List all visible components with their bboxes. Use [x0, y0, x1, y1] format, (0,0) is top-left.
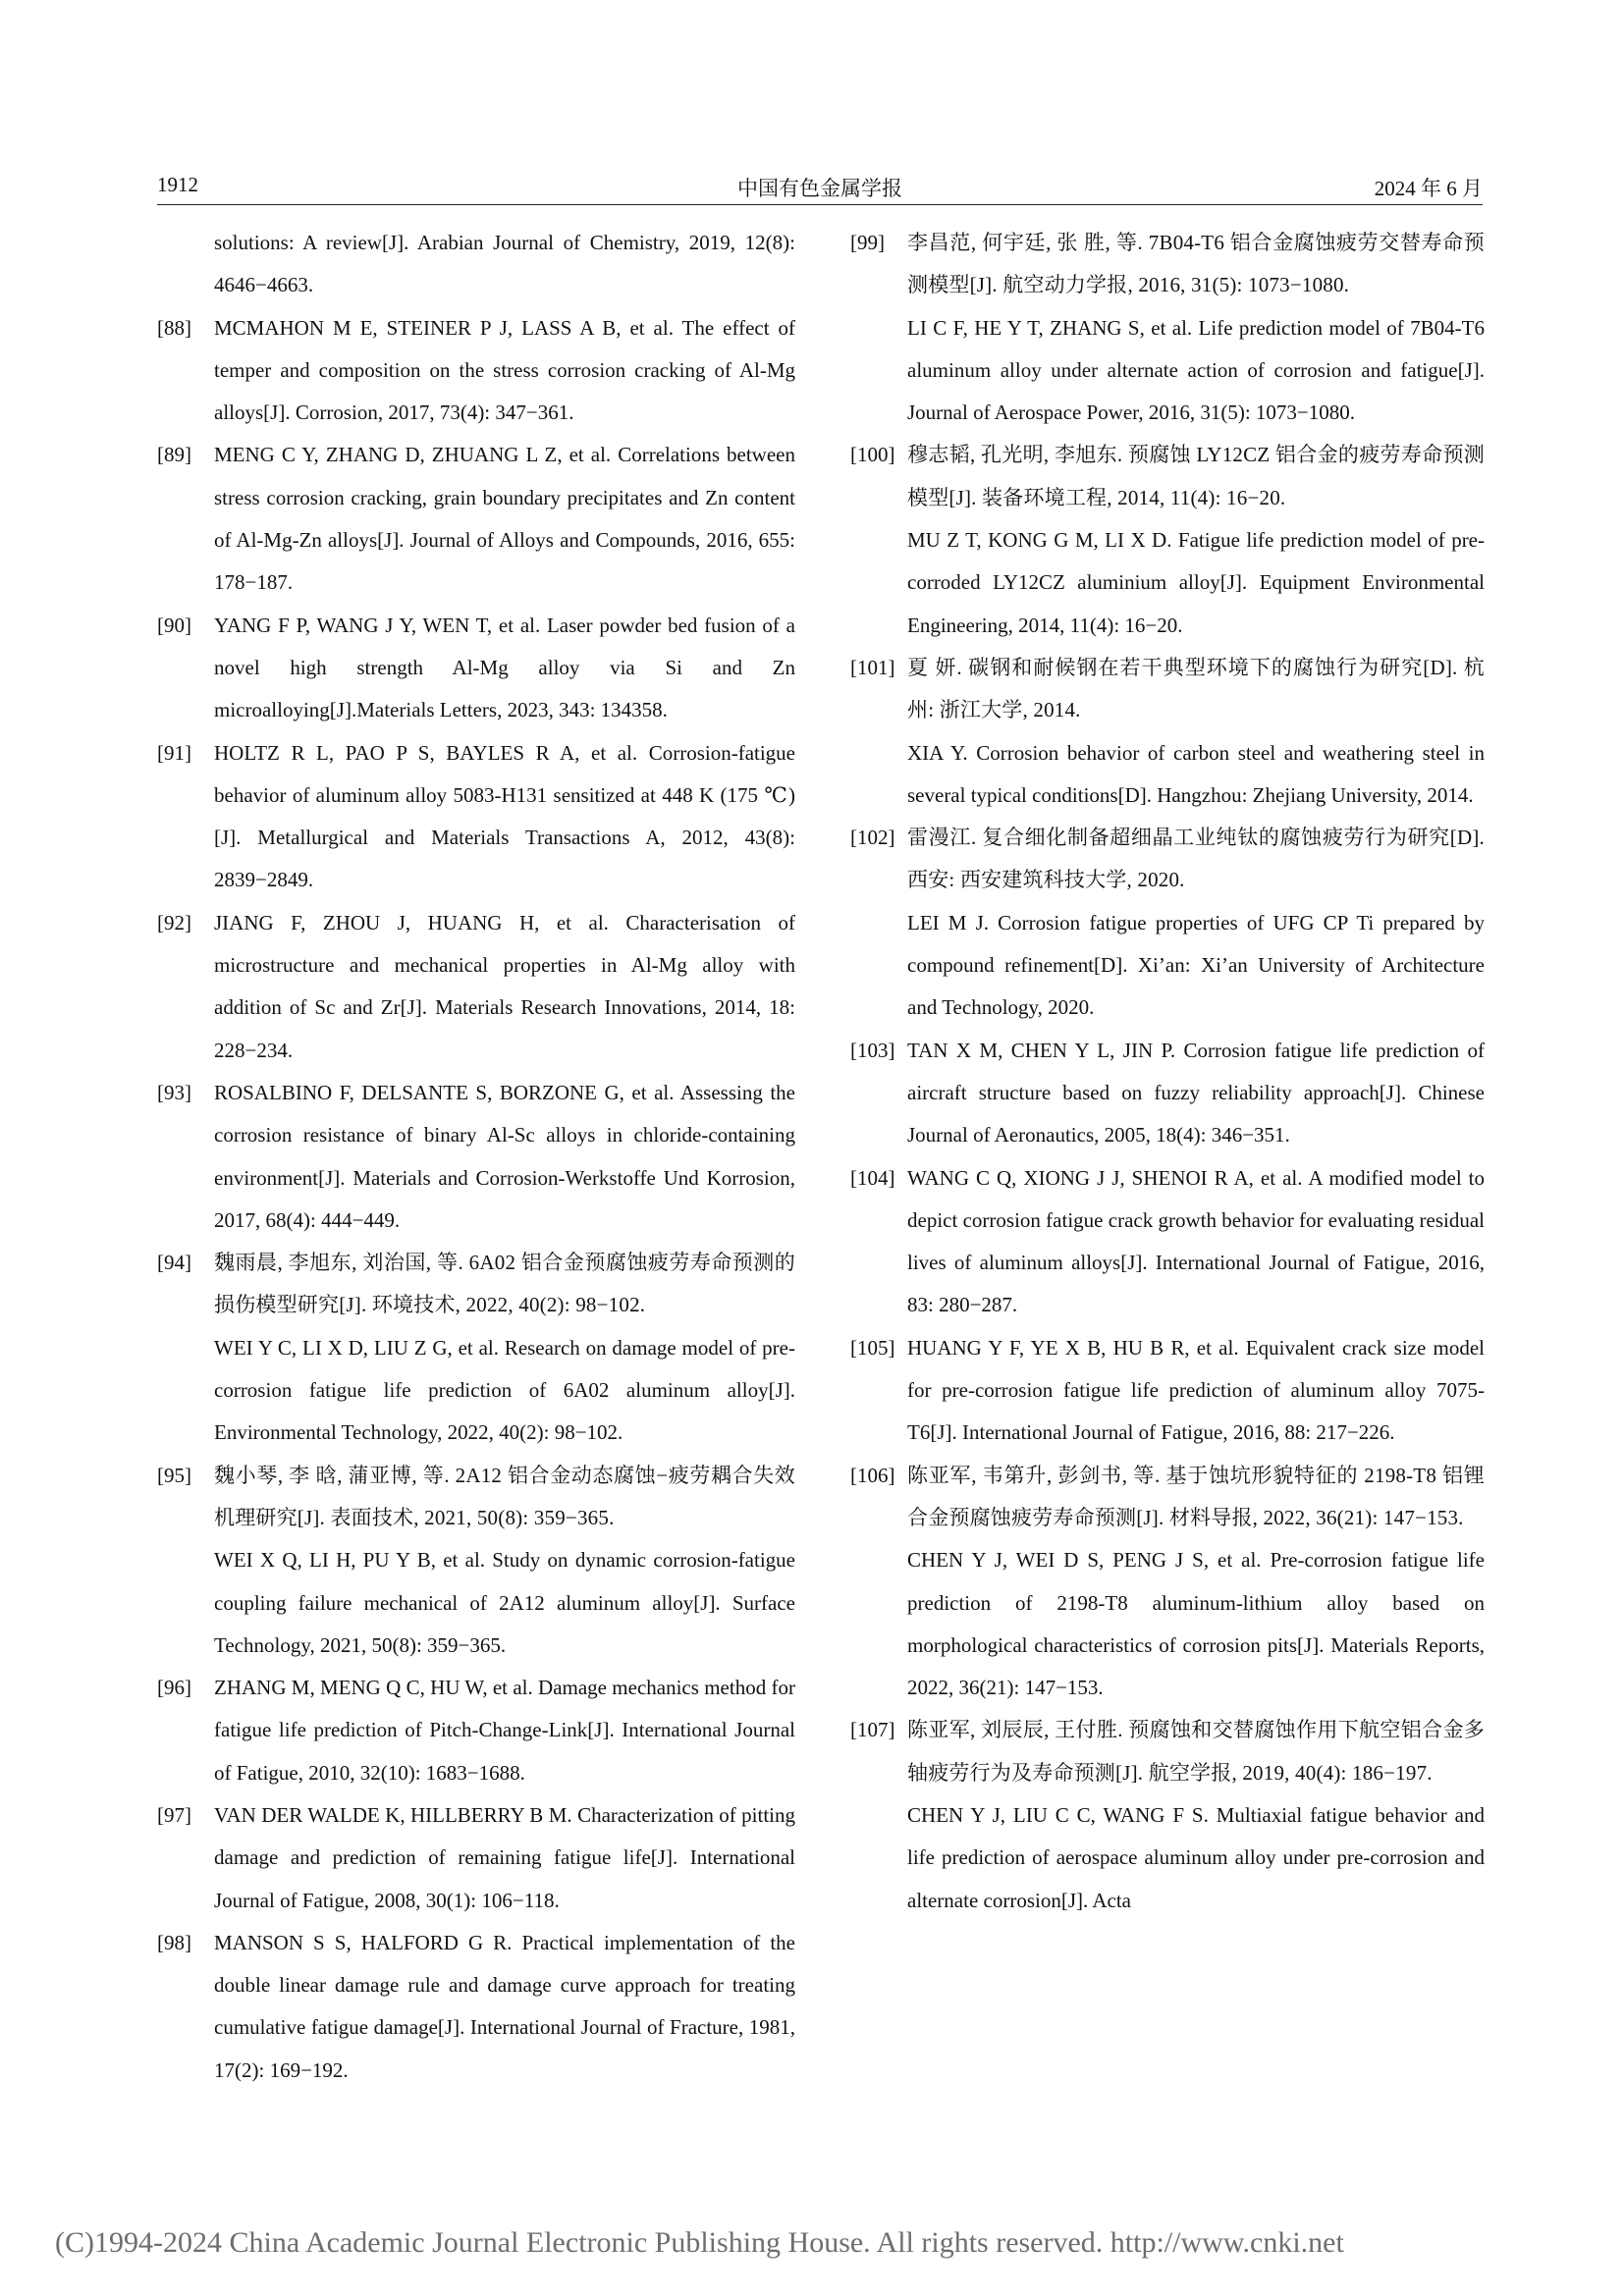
reference-entry: [850, 1455, 1485, 1710]
reference-number: [96]: [157, 1676, 191, 1700]
reference-text: MU Z T, KONG G M, LI X D. Fatigue life prediction model of pre-corroded LY12CZ aluminium alloy[J]. Equipment Environmental Engineering, 2014, 11(4): 16−20.: [907, 528, 1485, 637]
header-rule: [157, 204, 1483, 205]
reference-text: LI C F, HE Y T, ZHANG S, et al. Life prediction model of 7B04-T6 aluminum alloy under alternate action of corrosion and fatigue[J]. Journal of Aerospace Power, 2016, 31(5): 1073−1080.: [907, 315, 1485, 425]
reference-entry: [850, 1030, 1485, 1157]
reference-entry: [157, 307, 795, 435]
reference-text: 陈亚军, 韦第升, 彭剑书, 等. 基于蚀坑形貌特征的 2198-T8 铝锂合金预腐蚀疲劳寿命预测[J]. 材料导报, 2022, 36(21): 147−153.: [907, 1463, 1485, 1529]
reference-entry: [157, 1667, 795, 1794]
reference-entry: [850, 647, 1485, 817]
reference-text: MENG C Y, ZHANG D, ZHUANG L Z, et al. Correlations between stress corrosion cracking, grain boundary precipitates and Zn content of Al-Mg-Zn alloys[J]. Journal of Alloys and Compounds, 2016, 655: 178−187.: [214, 443, 795, 595]
reference-text: WEI Y C, LI X D, LIU Z G, et al. Research on damage model of pre-corrosion fatigue life prediction of 6A02 aluminum alloy[J]. Environmental Technology, 2022, 40(2): 98−102.: [214, 1335, 795, 1445]
reference-entry: [850, 1709, 1485, 1921]
reference-text: CHEN Y J, LIU C C, WANG F S. Multiaxial fatigue behavior and life prediction of aerospace aluminum alloy under pre-corrosion and alternate corrosion[J]. Acta: [907, 1802, 1485, 1912]
reference-text: 魏雨晨, 李旭东, 刘治国, 等. 6A02 铝合金预腐蚀疲劳寿命预测的损伤模型研究[J]. 环境技术, 2022, 40(2): 98−102.: [214, 1251, 795, 1317]
reference-text: WANG C Q, XIONG J J, SHENOI R A, et al. A modified model to depict corrosion fatigue crack growth behavior for evaluating residual lives of aluminum alloys[J]. International Journal of Fatigue, 2016, 83: 280−287.: [907, 1165, 1485, 1317]
page-number: 1912: [157, 173, 198, 196]
reference-text: HUANG Y F, YE X B, HU B R, et al. Equivalent crack size model for pre-corrosion fatigue life prediction of aluminum alloy 7075-T6[J]. International Journal of Fatigue, 2016, 88: 217−226.: [907, 1335, 1485, 1445]
reference-number: [92]: [157, 910, 191, 934]
reference-text: 李昌范, 何宇廷, 张 胜, 等. 7B04-T6 铝合金腐蚀疲劳交替寿命预测模型[J]. 航空动力学报, 2016, 31(5): 1073−1080.: [907, 231, 1485, 297]
reference-entry: [157, 1455, 795, 1667]
reference-number: [93]: [157, 1080, 191, 1104]
reference-entry: [850, 1327, 1485, 1455]
reference-text: 陈亚军, 刘辰辰, 王付胜. 预腐蚀和交替腐蚀作用下航空铝合金多轴疲劳行为及寿命预测[J]. 航空学报, 2019, 40(4): 186−197.: [907, 1718, 1485, 1785]
reference-text: solutions: A review[J]. Arabian Journal of Chemistry, 2019, 12(8): 4646−4663.: [214, 231, 795, 297]
reference-entry: [157, 1072, 795, 1242]
reference-number: [95]: [157, 1463, 191, 1487]
reference-number: [94]: [157, 1251, 191, 1275]
issue-date: 2024 年 6 月: [1374, 177, 1483, 200]
reference-text: YANG F P, WANG J Y, WEN T, et al. Laser powder bed fusion of a novel high strength Al-Mg alloy via Si and Zn microalloying[J].Materials Letters, 2023, 343: 134358.: [214, 613, 795, 722]
reference-number: [102]: [850, 826, 895, 850]
reference-number: [98]: [157, 1930, 191, 1954]
reference-entry: [850, 1157, 1485, 1327]
reference-text: VAN DER WALDE K, HILLBERRY B M. Characterization of pitting damage and prediction of remaining fatigue life[J]. International Journal of Fatigue, 2008, 30(1): 106−118.: [214, 1802, 795, 1912]
reference-entry: [157, 732, 795, 902]
reference-number: [99]: [850, 231, 885, 254]
reference-number: [105]: [850, 1335, 895, 1360]
reference-number: [97]: [157, 1802, 191, 1827]
reference-text: MCMAHON M E, STEINER P J, LASS A B, et al. The effect of temper and composition on the stress corrosion cracking of Al-Mg alloys[J]. Corrosion, 2017, 73(4): 347−361.: [214, 315, 795, 425]
reference-entry: [850, 222, 1485, 434]
reference-number: [89]: [157, 443, 191, 467]
reference-text: LEI M J. Corrosion fatigue properties of UFG CP Ti prepared by compound refinement[D]. Xi’an: Xi’an University of Architecture and Technology, 2020.: [907, 910, 1485, 1020]
reference-entry: [157, 1794, 795, 1922]
reference-number: [100]: [850, 443, 895, 467]
copyright-footer: (C)1994-2024 China Academic Journal Electronic Publishing House. All rights reserved. http://www.cnki.net: [55, 2226, 1344, 2259]
reference-entry: [157, 1242, 795, 1454]
reference-text: JIANG F, ZHOU J, HUANG H, et al. Characterisation of microstructure and mechanical properties in Al-Mg alloy with addition of Sc and Zr[J]. Materials Research Innovations, 2014, 18: 228−234.: [214, 910, 795, 1062]
reference-column-left: [157, 222, 795, 2092]
reference-number: [101]: [850, 655, 895, 679]
reference-text: WEI X Q, LI H, PU Y B, et al. Study on dynamic corrosion-fatigue coupling failure mechanical of 2A12 aluminum alloy[J]. Surface Technology, 2021, 50(8): 359−365.: [214, 1548, 795, 1657]
reference-text: ZHANG M, MENG Q C, HU W, et al. Damage mechanics method for fatigue life prediction of Pitch-Change-Link[J]. International Journal of Fatigue, 2010, 32(10): 1683−1688.: [214, 1676, 795, 1785]
reference-entry: [850, 817, 1485, 1029]
reference-text: 雷漫江. 复合细化制备超细晶工业纯钛的腐蚀疲劳行为研究[D]. 西安: 西安建筑科技大学, 2020.: [907, 826, 1485, 892]
reference-entry: [157, 222, 795, 307]
journal-title: 中国有色金属学报: [737, 177, 902, 200]
reference-number: [91]: [157, 740, 191, 765]
reference-column-right: [850, 222, 1485, 1922]
reference-entry: [157, 902, 795, 1072]
reference-text: 穆志韬, 孔光明, 李旭东. 预腐蚀 LY12CZ 铝合金的疲劳寿命预测模型[J]. 装备环境工程, 2014, 11(4): 16−20.: [907, 443, 1485, 509]
reference-text: 魏小琴, 李 晗, 蒲亚博, 等. 2A12 铝合金动态腐蚀−疲劳耦合失效机理研究[J]. 表面技术, 2021, 50(8): 359−365.: [214, 1463, 795, 1529]
reference-number: [90]: [157, 613, 191, 637]
reference-entry: [157, 1922, 795, 2092]
reference-text: HOLTZ R L, PAO P S, BAYLES R A, et al. Corrosion-fatigue behavior of aluminum alloy 5083-H131 sensitized at 448 K (175 ℃)[J]. Metallurgical and Materials Transactions A, 2012, 43(8): 2839−2849.: [214, 740, 795, 892]
reference-text: MANSON S S, HALFORD G R. Practical implementation of the double linear damage rule and damage curve approach for treating cumulative fatigue damage[J]. International Journal of Fracture, 1981, 17(2): 169−192.: [214, 1930, 795, 2082]
reference-entry: [850, 434, 1485, 646]
reference-text: 夏 妍. 碳钢和耐候钢在若干典型环境下的腐蚀行为研究[D]. 杭州: 浙江大学, 2014.: [907, 655, 1485, 722]
reference-number: [88]: [157, 315, 191, 340]
reference-text: CHEN Y J, WEI D S, PENG J S, et al. Pre-corrosion fatigue life prediction of 2198-T8 aluminum-lithium alloy based on morphological characteristics of corrosion pits[J]. Materials Reports, 2022, 36(21): 147−153.: [907, 1548, 1485, 1700]
reference-number: [106]: [850, 1463, 895, 1487]
reference-text: TAN X M, CHEN Y L, JIN P. Corrosion fatigue life prediction of aircraft structure based on fuzzy reliability approach[J]. Chinese Journal of Aeronautics, 2005, 18(4): 346−351.: [907, 1038, 1485, 1148]
reference-text: XIA Y. Corrosion behavior of carbon steel and weathering steel in several typical conditions[D]. Hangzhou: Zhejiang University, 2014.: [907, 740, 1485, 807]
reference-entry: [157, 434, 795, 604]
reference-entry: [157, 605, 795, 732]
reference-number: [107]: [850, 1718, 895, 1742]
reference-text: ROSALBINO F, DELSANTE S, BORZONE G, et al. Assessing the corrosion resistance of binary Al-Sc alloys in chloride-containing environment[J]. Materials and Corrosion-Werkstoffe Und Korrosion, 2017, 68(4): 444−449.: [214, 1080, 795, 1232]
reference-number: [104]: [850, 1165, 895, 1190]
reference-number: [103]: [850, 1038, 895, 1062]
running-header: [157, 173, 1483, 202]
